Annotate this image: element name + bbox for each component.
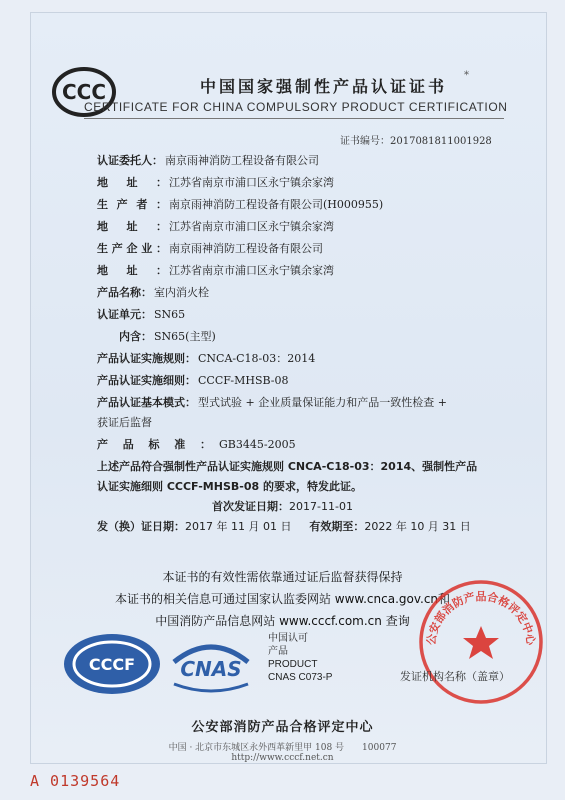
cnas-line2: 产品 — [268, 646, 288, 657]
manufacturer-value: 南京雨神消防工程设备有限公司(H000955) — [169, 198, 384, 211]
title-english: CERTIFICATE FOR CHINA COMPULSORY PRODUCT CERTIFICATION — [84, 100, 508, 114]
factory-row — [97, 240, 323, 256]
contains-label: 内含： — [119, 330, 152, 343]
unit-row — [97, 306, 185, 322]
contains-row — [119, 328, 216, 344]
cccf-logo-text: CCCF — [88, 655, 136, 674]
issuer-address: 中国 · 北京市东城区永外西革新里甲 108 号 100077 — [168, 743, 397, 753]
cccf-logo-icon — [62, 632, 162, 696]
issuer-name: 公安部消防产品合格评定中心 — [191, 720, 374, 735]
title-mark: * — [464, 70, 469, 81]
contains-value: SN65(主型) — [154, 330, 216, 343]
cnas-line1: 中国认可 — [268, 633, 308, 644]
ccc-logo-text: CCC — [61, 80, 107, 104]
address3-value: 江苏省南京市浦口区永宁镇余家湾 — [169, 264, 334, 277]
title-chinese: 中国国家强制性产品认证证书 — [200, 77, 448, 96]
applicant-row — [97, 152, 319, 168]
statement-line1: 上述产品符合强制性产品认证实施规则 CNCA-C18-03：2014、强制性产品 — [97, 460, 478, 473]
address2-row — [97, 218, 334, 234]
factory-value: 南京雨神消防工程设备有限公司 — [169, 242, 323, 255]
valid-value: 2022 年 10 月 31 日 — [364, 520, 471, 533]
details-label: 产品认证实施细则： — [97, 374, 196, 387]
note-line2: 本证书的相关信息可通过国家认监委网站 www.cnca.gov.cn和 — [114, 592, 451, 606]
standard-row — [97, 436, 296, 452]
details-row — [97, 372, 289, 388]
address3-row — [97, 262, 334, 278]
applicant-label: 认证委托人： — [97, 154, 163, 167]
factory-label: 生产企业： — [97, 242, 167, 255]
rules-row — [97, 350, 315, 366]
address1-row — [97, 174, 334, 190]
mode-continued: 获证后监督 — [97, 416, 152, 429]
details-value: CCCF-MHSB-08 — [198, 374, 289, 387]
cnas-line3: PRODUCT — [268, 659, 318, 670]
applicant-value: 南京雨神消防工程设备有限公司 — [165, 154, 319, 167]
mode-value: 型式试验 + 企业质量保证能力和产品一致性检查 + — [198, 396, 447, 409]
official-seal-icon — [415, 576, 547, 708]
note-line1: 本证书的有效性需依靠通过证后监督获得保持 — [162, 570, 403, 584]
issue-valid-row — [97, 518, 471, 534]
note-line3: 中国消防产品信息网站 www.cccf.com.cn 查询 — [155, 614, 410, 628]
first-issue-value: 2017-11-01 — [289, 500, 353, 513]
cnas-logo-text: CNAS — [180, 657, 242, 681]
address2-value: 江苏省南京市浦口区永宁镇余家湾 — [169, 220, 334, 233]
address1-label: 地址： — [97, 176, 167, 189]
cert-no-label: 证书编号： — [340, 136, 390, 147]
cert-no-value: 2017081811001928 — [390, 136, 492, 147]
standard-value: GB3445-2005 — [219, 438, 296, 451]
rules-value: CNCA-C18-03：2014 — [198, 352, 316, 365]
issuer-label: 发证机构名称（盖章） — [400, 670, 510, 683]
first-issue-row — [0, 498, 565, 514]
mode-row — [97, 394, 447, 410]
address2-label: 地址： — [97, 220, 167, 233]
valid-label: 有效期至： — [309, 520, 365, 533]
issue-value: 2017 年 11 月 01 日 — [185, 520, 292, 533]
title-divider — [84, 118, 504, 119]
product-label: 产品名称： — [97, 286, 152, 299]
unit-value: SN65 — [154, 308, 186, 321]
issue-label: 发（换）证日期： — [97, 520, 185, 533]
product-value: 室内消火栓 — [154, 286, 209, 299]
manufacturer-row — [97, 196, 383, 212]
address1-value: 江苏省南京市浦口区永宁镇余家湾 — [169, 176, 334, 189]
seal-text: 公安部消防产品合格评定中心 — [424, 590, 538, 646]
issuer-website: http://www.cccf.net.cn — [231, 753, 334, 763]
unit-label: 认证单元： — [97, 308, 152, 321]
cnas-accreditation-text — [268, 632, 332, 684]
address3-label: 地址： — [97, 264, 167, 277]
mode-label: 产品认证基本模式： — [97, 396, 196, 409]
cnas-logo-icon — [168, 628, 254, 700]
serial-number: A 0139564 — [30, 772, 121, 790]
manufacturer-label: 生产者： — [97, 198, 167, 211]
standard-label: 产品标准： — [97, 438, 211, 451]
cnas-line4: CNAS C073-P — [268, 672, 333, 683]
product-row — [97, 284, 209, 300]
rules-label: 产品认证实施规则： — [97, 352, 196, 365]
certificate-number — [340, 132, 492, 147]
statement-line2: 认证实施细则 CCCF-MHSB-08 的要求，特发此证。 — [97, 480, 362, 493]
first-issue-label: 首次发证日期： — [212, 500, 290, 513]
